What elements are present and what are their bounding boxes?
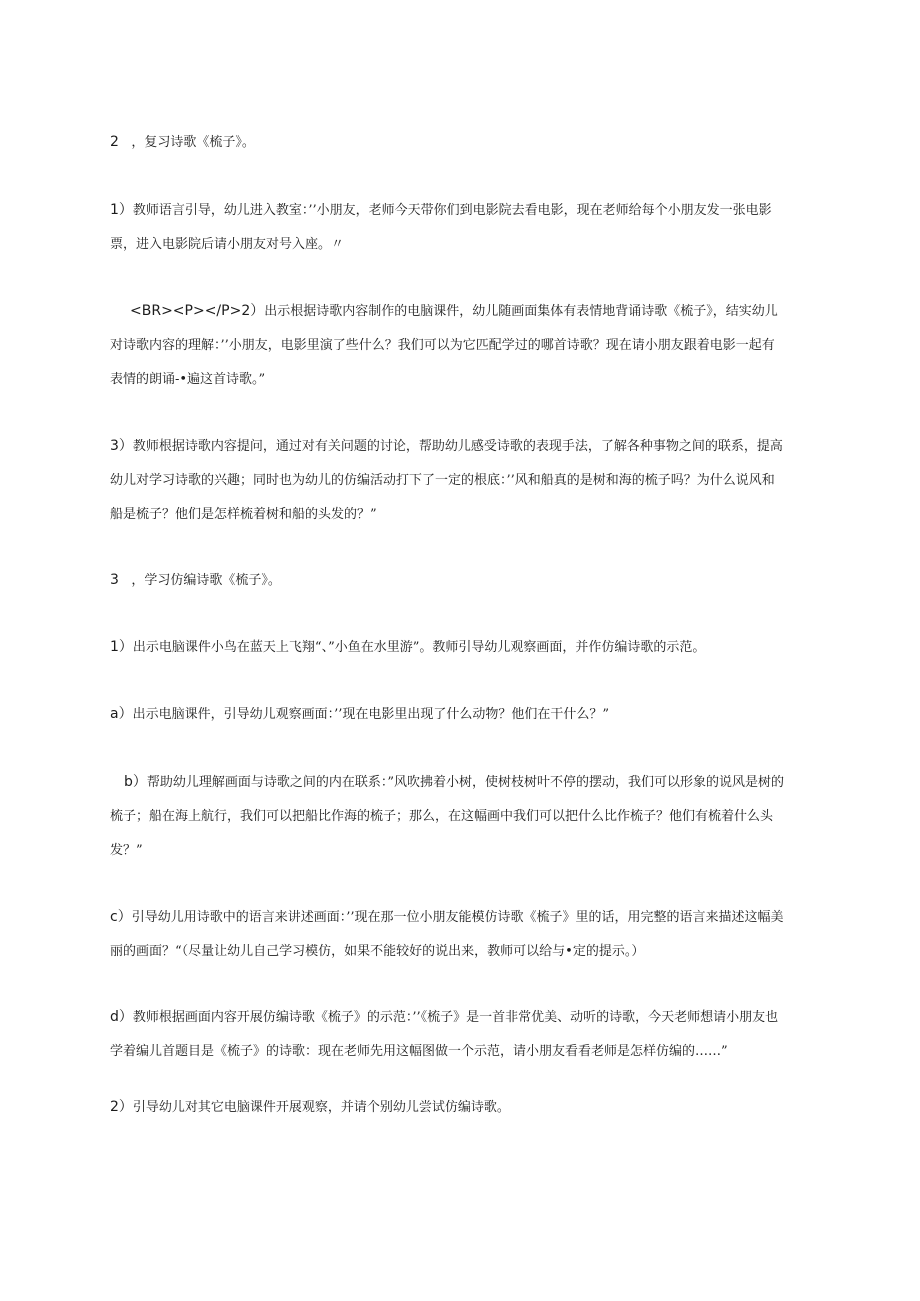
- paragraph-text: 出示根据诗歌内容制作的电脑课件，幼儿随画面集体有表情地背诵诗歌《梳子》，结实幼儿对诗歌内容的理解：’’小朋友，电影里演了些什么？我们可以为它匹配学过的哪首诗歌？现在请小朋友跟着电影一起有表情的朗诵-•遍这首诗歌。”: [110, 304, 778, 387]
- item-number: d）: [110, 1009, 133, 1025]
- item-number: 3）: [110, 438, 133, 454]
- paragraph-text: 出示电脑课件小鸟在蓝天上飞翔“、”小鱼在水里游”。教师引导幼儿观察画面，并作仿编诗歌的示范。: [132, 640, 706, 655]
- paragraph: [110, 429, 786, 532]
- paragraph-text: 引导幼儿对其它电脑课件开展观察，并请个别幼儿尝试仿编诗歌。: [132, 1100, 510, 1115]
- paragraph-text: 教师根据诗歌内容提问，通过对有关问题的讨论，帮助幼儿感受诗歌的表现手法，了解各种事物之间的联系，提高幼儿对学习诗歌的兴趣；同时也为幼儿的仿编活动打下了一定的根底：’’风和船真的是树和海的梳子吗？为什么说风和船是梳子？他们是怎样梳着树和船的头发的？”: [110, 439, 783, 522]
- paragraph-text: 出示电脑课件，引导幼儿观察画面：’’现在电影里出现了什么动物？他们在干什么？”: [132, 707, 610, 722]
- item-number: 2）: [110, 1099, 133, 1115]
- item-number: c）: [110, 909, 132, 925]
- item-number: 3: [110, 572, 119, 588]
- paragraph: [110, 900, 786, 969]
- paragraph: [110, 294, 786, 397]
- paragraph: [110, 1090, 786, 1125]
- item-number: 1）: [110, 639, 133, 655]
- paragraph-text: ，学习仿编诗歌《梳子》。: [131, 573, 281, 588]
- paragraph-text: ，复习诗歌《梳子》。: [131, 135, 255, 150]
- item-number: <BR><P></P>2）: [130, 303, 265, 319]
- paragraph-text: 教师语言引导，幼儿进入教室：’’小朋友，老师今天带你们到电影院去看电影，现在老师给每个小朋友发一张电影票，进入电影院后请小朋友对号入座。〃: [110, 203, 772, 252]
- item-number: 1）: [110, 202, 133, 218]
- paragraph-text: 引导幼儿用诗歌中的语言来讲述画面：’’现在那一位小朋友能模仿诗歌《梳子》里的话，用完整的语言来描述这幅美丽的画面？“（尽量让幼儿自己学习模仿，如果不能较好的说出来，教师可以给与•定的提示。）: [110, 910, 784, 959]
- item-number: 2: [110, 134, 119, 150]
- paragraph: [110, 697, 786, 732]
- paragraph: [110, 193, 786, 262]
- item-number: a）: [110, 706, 133, 722]
- paragraph: [110, 765, 786, 868]
- paragraph: [110, 630, 786, 665]
- item-number: b）: [124, 774, 147, 790]
- paragraph-text: 帮助幼儿理解画面与诗歌之间的内在联系：”风吹拂着小树，使树枝树叶不停的摆动，我们可以形象的说风是树的梳子；船在海上航行，我们可以把船比作海的梳子；那么，在这幅画中我们可以把什么比作梳子？他们有梳着什么头发？”: [110, 775, 785, 858]
- paragraph: [110, 1000, 786, 1069]
- section-heading-3: [110, 563, 786, 598]
- section-heading-2: [110, 125, 786, 160]
- paragraph-text: 教师根据画面内容开展仿编诗歌《梳子》的示范：’’《梳子》是一首非常优美、动听的诗歌，今天老师想请小朋友也学着编儿首题目是《梳子》的诗歌：现在老师先用这幅图做一个示范，请小朋友看看老师是怎样仿编的……”: [110, 1010, 779, 1059]
